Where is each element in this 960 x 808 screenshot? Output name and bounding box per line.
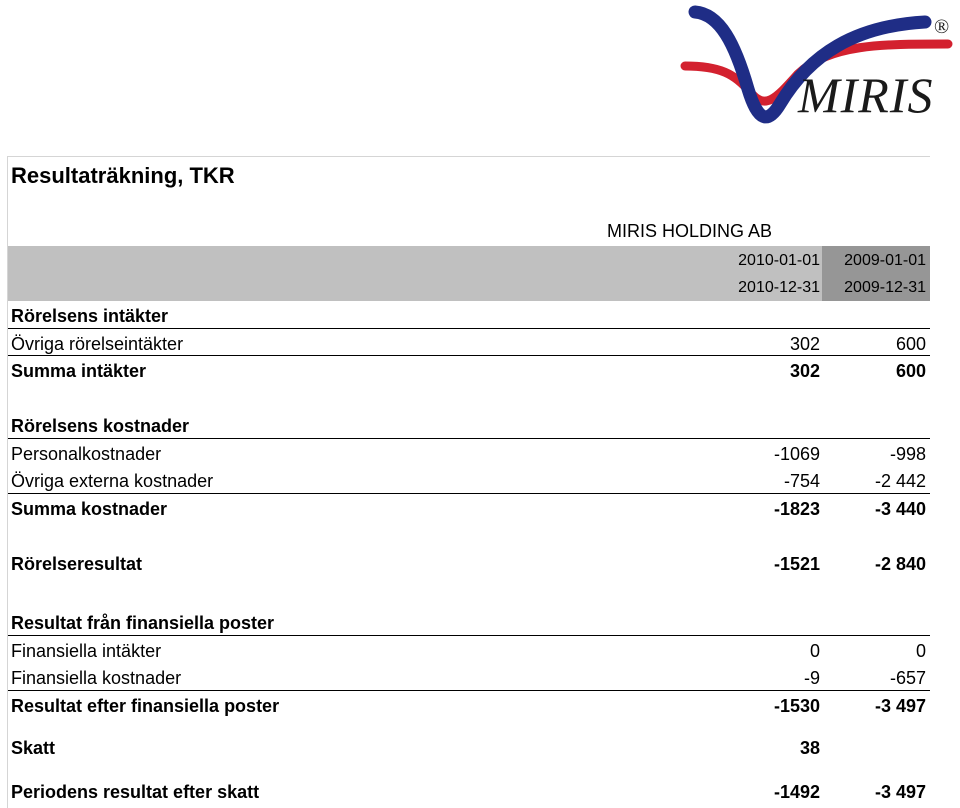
value-2009: -998 [889,444,926,464]
row-label: Rörelsens intäkter [11,306,169,326]
row-rorelsens-kostnader [8,411,930,437]
value-2010: -754 [783,471,820,491]
row-ovriga-rorelseintakter [8,329,930,355]
row-label: Summa kostnader [11,499,168,519]
value-2009: 0 [915,641,926,661]
value-2010: -1530 [773,696,820,716]
row-label: Rörelseresultat [11,554,143,574]
income-statement-sheet [7,156,930,808]
value-2009: 600 [895,334,926,354]
row-label: Övriga rörelseintäkter [11,334,184,354]
row-label: Finansiella intäkter [11,641,162,661]
value-2009: -2 840 [874,554,926,574]
company-name: MIRIS HOLDING AB [607,221,773,241]
value-2010: -1521 [773,554,820,574]
row-label: Skatt [11,738,56,758]
logo-wordmark: MIRIS [798,67,934,123]
row-label: Personalkostnader [11,444,162,464]
period-2009-end: 2009-12-31 [844,279,926,296]
value-2009: -3 497 [874,782,926,802]
row-label: Periodens resultat efter skatt [11,782,260,802]
row-finansiella-kostnader [8,663,930,689]
period-2010-end: 2010-12-31 [738,279,820,296]
row-label: Rörelsens kostnader [11,416,190,436]
period-2010-start: 2010-01-01 [738,252,820,269]
row-personalkostnader [8,439,930,465]
row-summa-intakter [8,356,930,382]
row-periodens-resultat-efter-skatt [8,777,930,803]
row-finansiella-intakter [8,636,930,662]
value-2010: -1492 [773,782,820,802]
value-2010: 302 [789,361,820,381]
row-label: Finansiella kostnader [11,668,182,688]
value-2010: 0 [809,641,820,661]
report-title: Resultaträkning, TKR [11,163,235,188]
row-resultat-fran-finansiella-poster [8,608,930,634]
row-skatt [8,733,930,759]
value-2010: -1823 [773,499,820,519]
registered-mark: ® [934,16,950,38]
row-rorelsens-intakter [8,301,930,327]
header-band-2010 [8,246,822,301]
value-2009: -3 440 [874,499,926,519]
row-label: Övriga externa kostnader [11,471,214,491]
value-2010: -9 [803,668,820,688]
row-label: Summa intäkter [11,361,147,381]
row-resultat-efter-finansiella-poster [8,691,930,717]
row-label: Resultat från finansiella poster [11,613,275,633]
value-2010: -1069 [773,444,820,464]
row-rorelseresultat [8,549,930,575]
value-2010: 38 [799,738,820,758]
value-2009: -657 [889,668,926,688]
value-2009: -2 442 [874,471,926,491]
row-ovriga-externa-kostnader [8,466,930,492]
value-2009: 600 [895,361,926,381]
value-2009: -3 497 [874,696,926,716]
row-label: Resultat efter finansiella poster [11,696,280,716]
period-2009-start: 2009-01-01 [844,252,926,269]
miris-logo [680,4,955,130]
row-summa-kostnader [8,494,930,520]
value-2010: 302 [789,334,820,354]
